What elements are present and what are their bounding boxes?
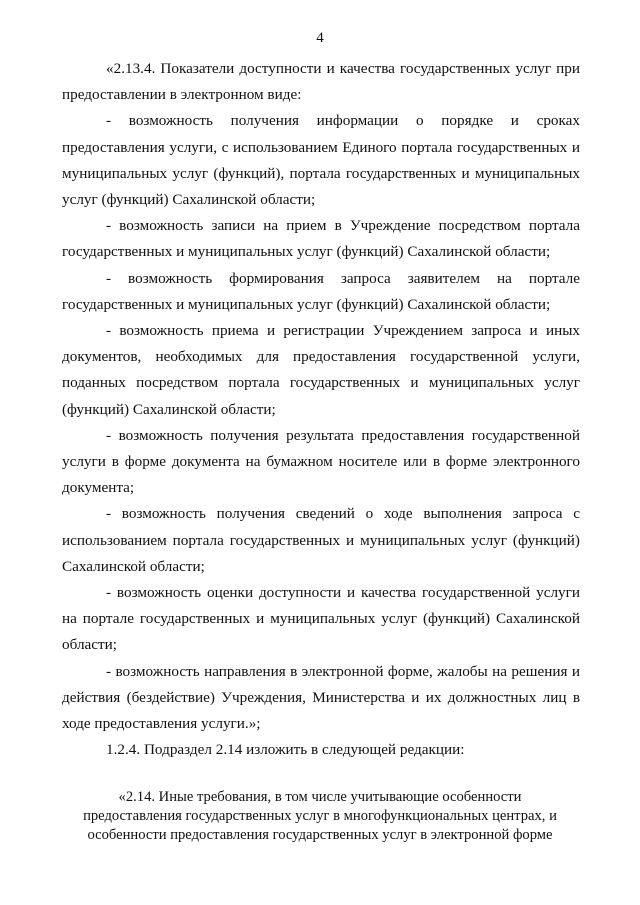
paragraph-request-forming: - возможность формирования запроса заявителем на портале государственных и муниципальных услуг (функций) Сахалинской области;	[62, 269, 580, 313]
paragraph-request-registration: - возможность приема и регистрации Учреждением запроса и иных документов, необходимых для предоставления государственной услуги, поданных посредством портала государственных и муниципальных услуг (функций) Сахалинской области;	[62, 322, 580, 418]
page-number: 4	[316, 30, 324, 46]
paragraph-complaints: - возможность направления в электронной форме, жалобы на решения и действия (бездействие) Учреждения, Министерства и их должностных лиц в ходе предоставления услуги.»;	[62, 662, 580, 733]
paragraph-info-access: - возможность получения информации о порядке и сроках предоставления услуги, с использованием Единого портала государственных и муниципальных услуг (функций), портала государственных и муниципальных услуг (функций) Сахалинской области;	[62, 112, 580, 209]
paragraph-appointment: - возможность записи на прием в Учреждение посредством портала государственных и муниципальных услуг (функций) Сахалинской области;	[62, 217, 580, 261]
document-body	[62, 56, 580, 763]
section-2-14-heading: «2.14. Иные требования, в том числе учитывающие особенности предоставления государственных услуг в многофункциональных центрах, и особенности предоставления государственных услуг в электронной форме	[83, 789, 557, 843]
paragraph-1-2-4: 1.2.4. Подраздел 2.14 изложить в следующей редакции:	[106, 741, 465, 759]
paragraph-progress-info: - возможность получения сведений о ходе выполнения запроса с использованием портала государственных и муниципальных услуг (функций) Сахалинской области;	[62, 505, 580, 575]
paragraph-quality-rating: - возможность оценки доступности и качества государственной услуги на портале государственных и муниципальных услуг (функций) Сахалинской области;	[62, 584, 580, 654]
paragraph-2-13-4-heading: «2.13.4. Показатели доступности и качества государственных услуг при предоставлении в электронном виде:	[62, 60, 580, 104]
paragraph-result-receipt: - возможность получения результата предоставления государственной услуги в форме документа на бумажном носителе или в форме электронного документа;	[62, 426, 580, 497]
